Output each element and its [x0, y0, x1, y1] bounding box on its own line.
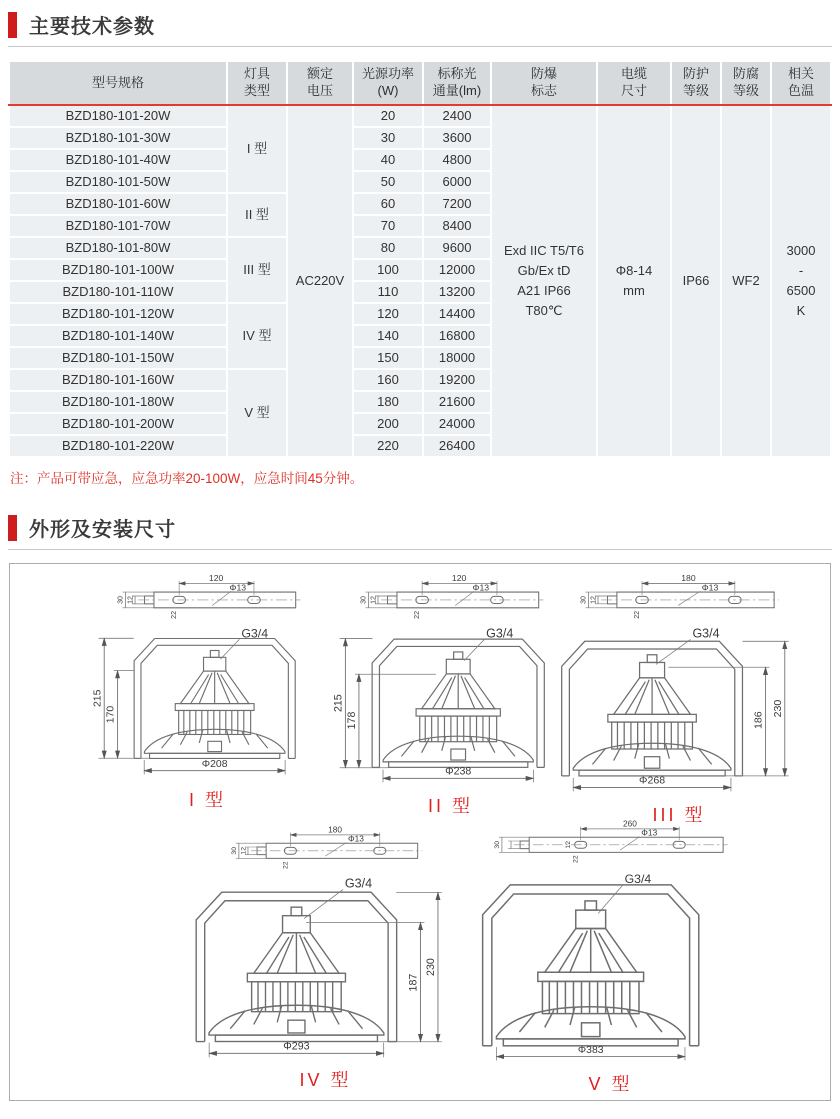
col-ex: 防爆 标志 [492, 62, 596, 104]
red-accent-bar [8, 12, 17, 38]
bracket-drawing [223, 822, 429, 872]
flux-cell: 18000 [424, 348, 490, 368]
flux-cell: 9600 [424, 238, 490, 258]
svg-text:180: 180 [681, 573, 696, 584]
spec-table [8, 60, 832, 458]
svg-text:187: 187 [407, 973, 420, 992]
power-cell: 20 [354, 106, 422, 126]
col-flux: 标称光 通量(lm) [424, 62, 490, 104]
svg-text:22: 22 [281, 861, 289, 869]
figure-type-4 [180, 822, 471, 1092]
flux-cell: 16800 [424, 326, 490, 346]
power-cell: 50 [354, 172, 422, 192]
flux-cell: 8400 [424, 216, 490, 236]
svg-text:12: 12 [126, 596, 135, 604]
model-cell: BZD180-101-40W [10, 150, 226, 170]
power-cell: 30 [354, 128, 422, 148]
voltage-cell: AC220V [288, 106, 352, 456]
figure-type-3 [545, 570, 813, 827]
power-cell: 180 [354, 392, 422, 412]
svg-text:12: 12 [240, 847, 248, 855]
flux-cell: 12000 [424, 260, 490, 280]
svg-text:G3/4: G3/4 [486, 626, 514, 641]
power-cell: 110 [354, 282, 422, 302]
col-cable: 电缆 尺寸 [598, 62, 670, 104]
svg-text:Φ268: Φ268 [639, 774, 666, 787]
type-cell: V 型 [228, 370, 286, 456]
svg-text:Φ13: Φ13 [472, 582, 490, 593]
flux-cell: 13200 [424, 282, 490, 302]
type-cell: II 型 [228, 194, 286, 236]
figure-type-1 [85, 570, 330, 812]
svg-text:22: 22 [633, 610, 641, 619]
flux-cell: 2400 [424, 106, 490, 126]
red-accent-bar [8, 515, 17, 541]
power-cell: 160 [354, 370, 422, 390]
flux-cell: 24000 [424, 414, 490, 434]
svg-text:120: 120 [451, 573, 467, 584]
flux-cell: 19200 [424, 370, 490, 390]
svg-text:178: 178 [346, 711, 359, 730]
lamp-drawing [180, 874, 471, 1064]
svg-text:G3/4: G3/4 [240, 626, 268, 641]
cable-cell: Φ8-14 mm [598, 106, 670, 456]
lamp-drawing [455, 868, 766, 1068]
svg-text:Φ208: Φ208 [201, 758, 228, 770]
dimension-drawings-panel [9, 563, 831, 1101]
flux-cell: 7200 [424, 194, 490, 214]
spec-table-wrap [8, 60, 832, 458]
model-cell: BZD180-101-160W [10, 370, 226, 390]
bracket-drawing [576, 570, 782, 622]
svg-text:215: 215 [91, 689, 103, 708]
svg-text:215: 215 [332, 694, 345, 712]
flux-cell: 4800 [424, 150, 490, 170]
model-cell: BZD180-101-60W [10, 194, 226, 214]
svg-text:Φ13: Φ13 [701, 582, 719, 593]
power-cell: 70 [354, 216, 422, 236]
model-cell: BZD180-101-80W [10, 238, 226, 258]
lamp-drawing [548, 624, 810, 799]
power-cell: 200 [354, 414, 422, 434]
bracket-drawing [113, 570, 302, 622]
col-ip: 防护 等级 [672, 62, 720, 104]
emergency-note: 注：产品可带应急，应急功率20-100W，应急时间45分钟。 [10, 471, 364, 486]
bracket-drawing [485, 816, 737, 866]
ip-cell: IP66 [672, 106, 720, 456]
svg-text:120: 120 [208, 573, 224, 584]
figure-type-5 [455, 816, 766, 1096]
svg-text:Φ13: Φ13 [640, 827, 657, 838]
model-cell: BZD180-101-180W [10, 392, 226, 412]
col-voltage: 额定 电压 [288, 62, 352, 104]
section1-header [8, 10, 832, 39]
svg-text:12: 12 [590, 596, 598, 604]
section1-title: 主要技术参数 [29, 16, 155, 38]
col-power: 光源功率 (W) [354, 62, 422, 104]
svg-text:186: 186 [752, 711, 765, 729]
type-cell: IV 型 [228, 304, 286, 368]
power-cell: 40 [354, 150, 422, 170]
svg-text:G3/4: G3/4 [344, 876, 373, 891]
flux-cell: 21600 [424, 392, 490, 412]
svg-text:30: 30 [359, 596, 368, 604]
svg-text:12: 12 [564, 841, 572, 849]
power-cell: 150 [354, 348, 422, 368]
model-cell: BZD180-101-200W [10, 414, 226, 434]
bracket-drawing [356, 570, 545, 622]
model-cell: BZD180-101-20W [10, 106, 226, 126]
table-row [10, 106, 830, 126]
section2-header [8, 513, 832, 542]
flux-cell: 3600 [424, 128, 490, 148]
power-cell: 80 [354, 238, 422, 258]
figure-label: I 型 [188, 790, 226, 810]
col-type: 灯具 类型 [228, 62, 286, 104]
col-model: 型号规格 [10, 62, 226, 104]
svg-text:Φ293: Φ293 [283, 1040, 310, 1053]
svg-text:230: 230 [771, 699, 784, 718]
figure-label: IV 型 [299, 1070, 352, 1090]
model-cell: BZD180-101-30W [10, 128, 226, 148]
svg-text:230: 230 [425, 958, 438, 976]
model-cell: BZD180-101-140W [10, 326, 226, 346]
model-cell: BZD180-101-150W [10, 348, 226, 368]
svg-text:G3/4: G3/4 [624, 872, 652, 887]
section2-divider [8, 549, 832, 550]
figure-label: II 型 [427, 796, 473, 816]
col-wf: 防腐 等级 [722, 62, 770, 104]
power-cell: 100 [354, 260, 422, 280]
type-cell: I 型 [228, 106, 286, 192]
flux-cell: 6000 [424, 172, 490, 192]
model-cell: BZD180-101-50W [10, 172, 226, 192]
power-cell: 140 [354, 326, 422, 346]
figure-label: III 型 [652, 805, 706, 825]
lamp-drawing [89, 624, 327, 784]
svg-text:170: 170 [105, 705, 117, 724]
svg-text:180: 180 [327, 824, 342, 835]
svg-text:260: 260 [622, 818, 637, 829]
svg-text:12: 12 [369, 596, 378, 604]
type-cell: III 型 [228, 238, 286, 302]
power-cell: 120 [354, 304, 422, 324]
power-cell: 220 [354, 436, 422, 456]
model-cell: BZD180-101-110W [10, 282, 226, 302]
datasheet-page [0, 10, 840, 1119]
header-row [10, 62, 830, 104]
lamp-drawing [330, 624, 571, 790]
power-cell: 60 [354, 194, 422, 214]
col-cct: 相关 色温 [772, 62, 830, 104]
svg-text:G3/4: G3/4 [692, 626, 720, 641]
section2-title: 外形及安装尺寸 [29, 519, 176, 541]
model-cell: BZD180-101-120W [10, 304, 226, 324]
svg-text:30: 30 [493, 841, 501, 849]
svg-text:Φ13: Φ13 [347, 833, 364, 844]
section1-divider [8, 46, 832, 47]
model-cell: BZD180-101-70W [10, 216, 226, 236]
header-red-rule [8, 104, 832, 106]
flux-cell: 14400 [424, 304, 490, 324]
cct-cell: 3000 - 6500 K [772, 106, 830, 456]
svg-text:Φ238: Φ238 [445, 765, 472, 778]
figure-label: V 型 [588, 1074, 633, 1094]
svg-text:22: 22 [170, 610, 178, 619]
svg-text:30: 30 [230, 847, 238, 855]
svg-text:Φ383: Φ383 [577, 1044, 604, 1056]
figure-type-2 [328, 570, 573, 818]
model-cell: BZD180-101-220W [10, 436, 226, 456]
wf-cell: WF2 [722, 106, 770, 456]
svg-text:22: 22 [572, 855, 580, 863]
svg-text:30: 30 [116, 596, 125, 604]
flux-cell: 26400 [424, 436, 490, 456]
svg-text:Φ13: Φ13 [229, 582, 247, 593]
svg-text:30: 30 [580, 596, 588, 604]
model-cell: BZD180-101-100W [10, 260, 226, 280]
svg-text:22: 22 [413, 610, 421, 619]
ex-mark-cell: Exd IIC T5/T6 Gb/Ex tD A21 IP66 T80℃ [492, 106, 596, 456]
